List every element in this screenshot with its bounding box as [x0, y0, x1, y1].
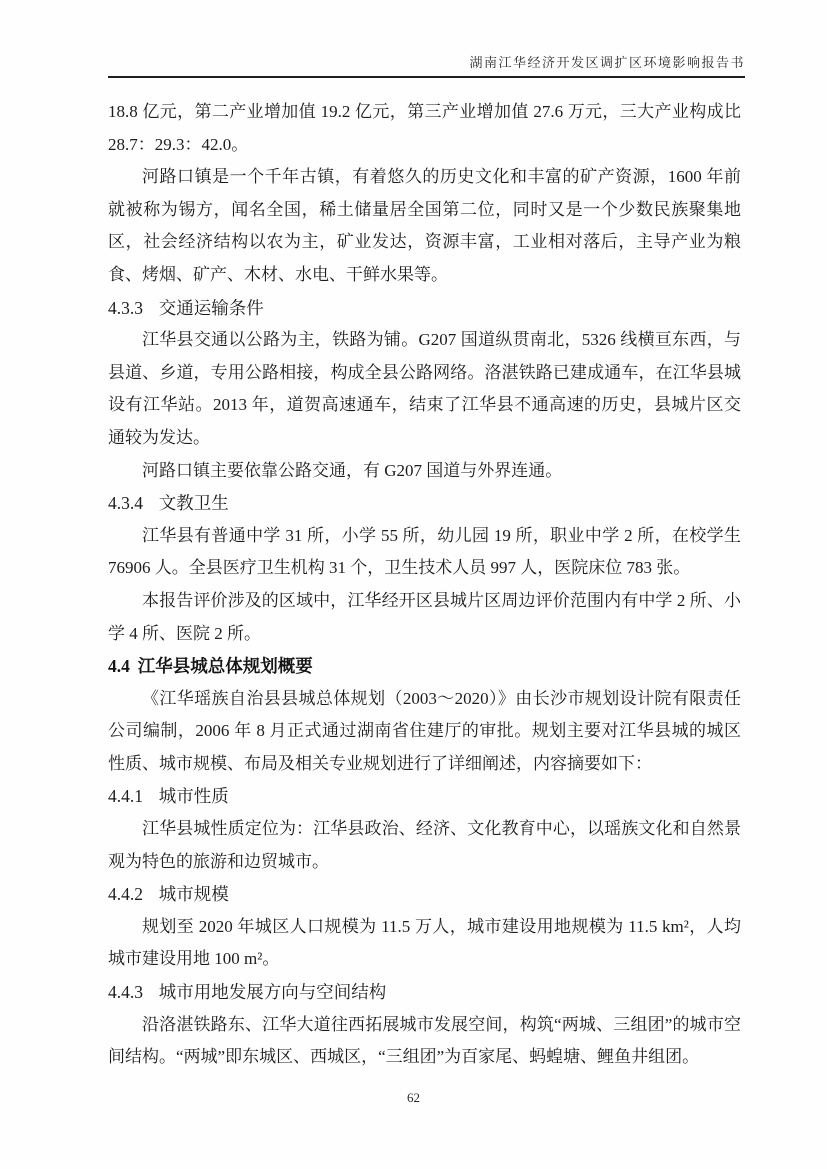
document-body [108, 96, 741, 1074]
header-rule [108, 76, 745, 78]
heading-4-3-4-education-health [108, 487, 741, 520]
heading-4-4-master-plan [108, 650, 741, 683]
paragraph-county-transport: 江华县交通以公路为主，铁路为铺。G207 国道纵贯南北，5326 线横亘东西，与县道、乡道，专用公路相接，构成全县公路网络。洛湛铁路已建成通车，在江华县城设有江华站。2013 年，道贺高速通车，结束了江华县不通高速的历史，县城片区交通较为发达。 [108, 330, 741, 447]
page-footer [0, 1090, 827, 1106]
heading-number: 4.3.3 [108, 297, 143, 318]
heading-number: 4.4.2 [108, 884, 143, 905]
heading-title: 交通运输条件 [158, 297, 264, 318]
heading-4-4-1-city-nature [108, 780, 741, 813]
paragraph-spatial-structure: 沿洛湛铁路东、江华大道往西拓展城市发展空间，构筑“两城、三组团”的城市空间结构。“两城”即东城区、西城区，“三组团”为百家尾、蚂蝗塘、鲤鱼井组团。 [108, 1014, 741, 1067]
paragraph-city-scale: 规划至 2020 年城区人口规模为 11.5 万人，城市建设用地规模为 11.5 km²，人均城市建设用地 100 m²。 [108, 916, 741, 969]
paragraph-heluokou-overview: 河路口镇是一个千年古镇，有着悠久的历史文化和丰富的矿产资源，1600 年前就被称为锡方，闻名全国，稀土储量居全国第二位，同时又是一个少数民族聚集地区，社会经济结构以农为主，矿业发达，资源丰富，工业相对落后，主导产业为粮食、烤烟、矿产、木材、水电、干鲜水果等。 [108, 167, 741, 284]
heading-4-4-2-city-scale [108, 878, 741, 911]
paragraph-assessment-scope: 本报告评价涉及的区域中，江华经开区县城片区周边评价范围内有中学 2 所、小学 4 所、医院 2 所。 [108, 590, 741, 643]
heading-title: 城市性质 [158, 786, 229, 807]
heading-title: 江华县城总体规划概要 [137, 656, 313, 677]
paragraph-industry-structure: 18.8 亿元，第二产业增加值 19.2 亿元，第三产业增加值 27.6 万元，三大产业构成比 28.7：29.3：42.0。 [108, 102, 741, 154]
paragraph-master-plan-overview: 《江华瑶族自治县县城总体规划（2003～2020）》由长沙市规划设计院有限责任公司编制，2006 年 8 月正式通过湖南省住建厅的审批。规划主要对江华县城的城区性质、城市规模、布局及相关专业规划进行了详细阐述，内容摘要如下： [108, 688, 741, 773]
heading-number: 4.3.4 [108, 493, 143, 514]
page-header [108, 55, 745, 86]
heading-title: 文教卫生 [158, 493, 229, 514]
heading-4-4-3-spatial-structure [108, 976, 741, 1009]
heading-4-3-3-transport [108, 292, 741, 325]
heading-number: 4.4.1 [108, 786, 143, 807]
heading-number: 4.4.3 [108, 982, 143, 1003]
heading-title: 城市用地发展方向与空间结构 [158, 982, 387, 1003]
heading-number: 4.4 [108, 656, 130, 677]
report-title: 湖南江华经济开发区调扩区环境影响报告书 [469, 55, 745, 70]
page-number: 62 [407, 1090, 420, 1105]
paragraph-schools-hospitals: 江华县有普通中学 31 所，小学 55 所，幼儿园 19 所，职业中学 2 所，在校学生 76906 人。全县医疗卫生机构 31 个，卫生技术人员 997 人，医院床位 783 张。 [108, 525, 741, 578]
paragraph-heluokou-transport: 河路口镇主要依靠公路交通，有 G207 国道与外界连通。 [142, 460, 563, 480]
paragraph-city-nature: 江华县城性质定位为：江华县政治、经济、文化教育中心，以瑶族文化和自然景观为特色的旅游和边贸城市。 [108, 819, 741, 871]
heading-title: 城市规模 [158, 884, 229, 905]
